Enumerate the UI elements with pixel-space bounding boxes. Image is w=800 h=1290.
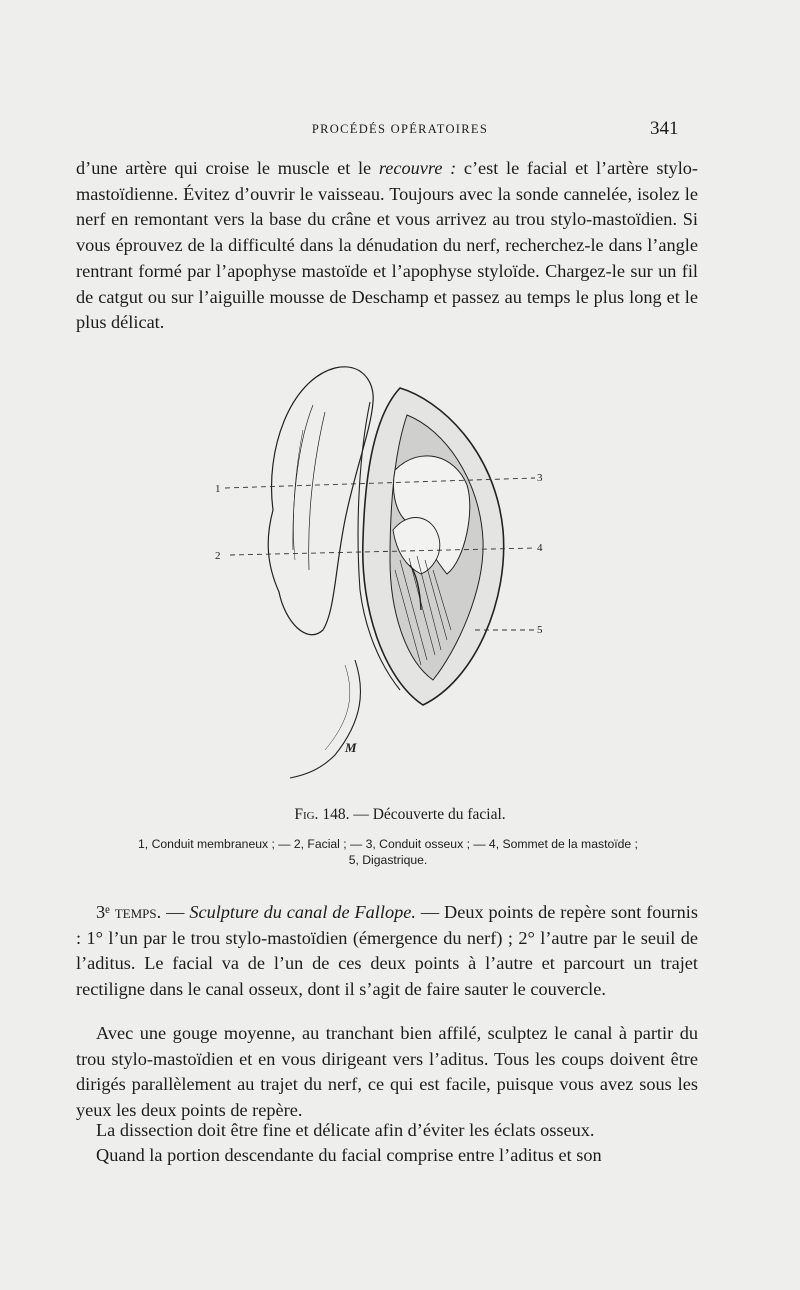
figure-caption (0, 806, 800, 824)
page-number: 341 (650, 118, 679, 139)
ear-auricle (268, 367, 373, 635)
italic-term: recouvre : (378, 158, 457, 178)
paragraph-quand: Quand la portion descendante du facial comprise entre l’aditus et son (96, 1145, 602, 1165)
figure-caption-label: Fig. (294, 806, 319, 823)
figure-caption-text: 148. — Découverte du facial. (318, 806, 506, 823)
paragraph-temps (76, 900, 698, 1003)
paragraph-gouge: Avec une gouge moyenne, au tranchant bien affilé, sculptez le canal à partir du trou stylo-mastoïdien et en vous dirigeant vers l’aditus. Tous les coups doivent être dirigés parallèlement au trajet du nerf, ce qui est facile, puisque vous avez sous les yeux les deux points de repère. (76, 1023, 698, 1121)
temps-label: 3ᵉ temps. (96, 902, 162, 922)
paragraph-top: d’une artère qui croise le muscle et le recouvre : c’est le facial et l’artère stylo-mastoïdienne. Évitez d’ouvrir le vaisseau. Toujours avec la sonde cannelée, isolez le nerf en remontant vers la base du crâne et vous arrivez au trou stylo-mastoïdien. Si vous éprouvez de la difficulté dans la dénudation du nerf, recherchez-le dans l’angle rentrant formé par l’apophyse mastoïde et l’apophyse styloïde. Chargez-le sur un fil de catgut ou sur l’aiguille mousse de Deschamp et passez au temps le plus long et le plus délicat. (76, 158, 698, 333)
figure-label-1: 1 (215, 483, 221, 495)
figure-facial-nerve-dissection (195, 360, 575, 790)
figure-legend-line-2: 5, Digastrique. (348, 853, 428, 867)
temps-body: — Deux points de repère sont fournis : 1° l’un par le trou stylo-mastoïdien (émergence du nerf) ; 2° l’autre par le seuil de l’aditus. Le facial va de l’un de ces deux points à l’autre et parcourt un trajet rectiligne dans le canal osseux, dont il s’agit de faire sauter le couvercle. (76, 902, 699, 1000)
figure-label-5: 5 (537, 624, 543, 636)
figure-legend (88, 836, 688, 868)
figure-label-2: 2 (215, 550, 221, 562)
paragraph-dissection: La dissection doit être fine et délicate afin d’éviter les éclats osseux. (96, 1120, 595, 1140)
temps-dash: — (161, 902, 190, 922)
figure-legend-line-1: 1, Conduit membraneux ; — 2, Facial ; — 3, Conduit osseux ; — 4, Sommet de la mastoïde ; (138, 837, 638, 851)
artist-monogram: M (345, 740, 357, 755)
operative-wound (363, 388, 504, 705)
figure-label-4: 4 (537, 542, 543, 554)
running-title: PROCÉDÉS OPÉRATOIRES (311, 122, 489, 136)
temps-title: Sculpture du canal de Fallope. (189, 902, 416, 922)
figure-label-3: 3 (537, 472, 543, 484)
page-header (0, 118, 800, 142)
